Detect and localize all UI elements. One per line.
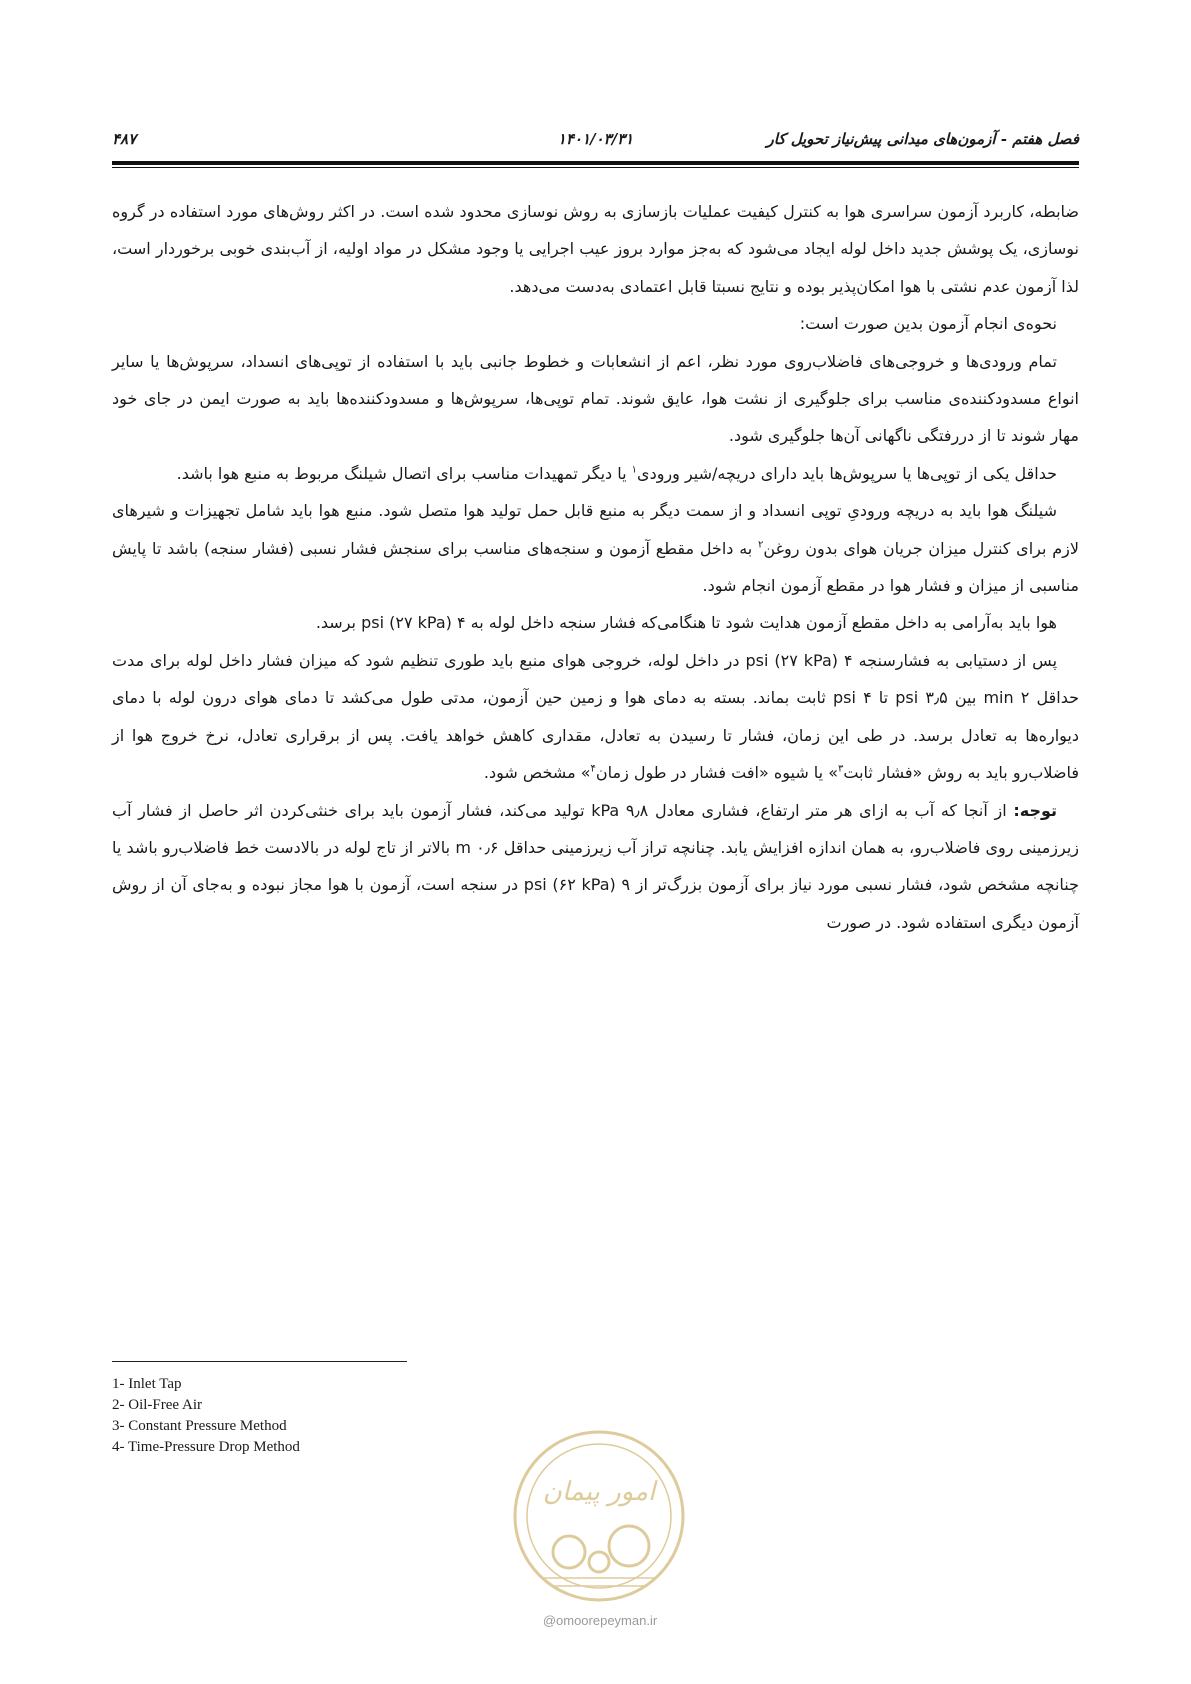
footnote-separator xyxy=(112,1361,407,1362)
text-run: » یا شیوه «افت فشار در طول زمان xyxy=(595,763,839,783)
page-number: ۴۸۷ xyxy=(112,130,137,148)
paragraph xyxy=(112,455,1079,492)
text-run: یا دیگر تمهیدات مناسب برای اتصال شیلنگ مربوط به منبع هوا باشد. xyxy=(176,463,632,483)
text-run: » مشخص شود. xyxy=(483,763,591,783)
paragraph: هوا باید به‌آرامی به داخل مقطع آزمون هدایت شود تا هنگامی‌که فشار سنجه داخل لوله به ۴ psi (۲۷ kPa) برسد. xyxy=(315,613,1057,633)
watermark-seal-icon xyxy=(511,1428,687,1604)
footnote-ref: ۱ xyxy=(631,464,638,476)
footnote-ref: ۴ xyxy=(590,763,596,775)
text-run: به داخل مقطع آزمون و سنجه‌های مناسب برای سنجش فشار نسبی (فشار سنجه) باشد تا پایش مناسبی از میزان و فشار هوا در مقطع آزمون انجام شود. xyxy=(112,538,1079,596)
text-run: پس از دستیابی به فشارسنجه ۴ psi (۲۷ kPa) در داخل لوله، خروجی هوای منبع باید طوری تنظیم شود که میزان فشار داخل لوله برای مدت حداقل ۲ min بین ۳٫۵ psi تا ۴ psi ثابت بماند. بسته به دمای هوا و زمین حین آزمون، مدتی طول می‌کشد تا دمای هوای درون لوله با دمای دیواره‌ها به تعادل برسد. در طی این زمان، فشار تا رسیدن به تعادل، مقداری کاهش خواهد یافت. پس از برقراری تعادل، نرخ خروج هوا از فاضلاب‌رو باید به روش «فشار ثابت xyxy=(112,650,1080,783)
paragraph: نحوه‌ی انجام آزمون بدین صورت است: xyxy=(799,314,1057,334)
text-run: از آنجا که آب به ازای هر متر ارتفاع، فشاری معادل ۹٫۸ kPa تولید می‌کند، فشار آزمون باید برای خنثی‌کردن اثر حاصل از فشار آب زیرزمینی روی فاضلاب‌رو، به همان اندازه افزایش یابد. چنانچه تراز آب زیرزمینی حداقل ۰٫۶ m بالاتر از تاج لوله در بالادست خط فاضلاب‌رو باشد یا چنانچه مشخص شود، فشار نسبی مورد نیاز برای آزمون بزرگ‌تر از ۹ psi (۶۲ kPa) در سنجه است، آزمون با هوا مجاز نبوده و به‌جای آن از روش آزمون دیگری استفاده شود. در صورت xyxy=(112,800,1080,932)
main-text xyxy=(112,193,1079,941)
paragraph xyxy=(112,792,1079,942)
footnote-ref: ۲ xyxy=(758,539,764,551)
note-label: توجه: xyxy=(1013,800,1058,820)
footnote: 4- Time-Pressure Drop Method xyxy=(112,1439,300,1455)
footnotes xyxy=(112,1374,300,1458)
footnote: 1- Inlet Tap xyxy=(112,1376,182,1392)
text-run: حداقل یکی از توپی‌ها یا سرپوش‌ها باید دارای دریچه/شیر ورودی xyxy=(637,463,1057,483)
footnote: 3- Constant Pressure Method xyxy=(112,1418,287,1434)
footnote: 2- Oil-Free Air xyxy=(112,1397,202,1413)
chapter-title: فصل هفتم - آزمون‌های میدانی پیش‌نیاز تحویل کار xyxy=(766,130,1079,148)
paragraph xyxy=(112,642,1079,792)
header-rule-thin xyxy=(112,167,1079,168)
footnote-ref: ۳ xyxy=(838,763,844,775)
page-header xyxy=(112,126,1079,152)
paragraph xyxy=(112,492,1079,604)
paragraph: تمام ورودی‌ها و خروجی‌های فاضلاب‌روی مورد نظر، اعم از انشعابات و خطوط جانبی باید با استفاده از توپی‌های انسداد، سرپوش‌ها یا سایر انواع مسدودکننده‌ی مناسب برای جلوگیری از نشت هوا، عایق شوند. تمام توپی‌ها، سرپوش‌ها و مسدودکننده‌ها باید به صورت ایمن در جای خود مهار شوند تا از دررفتگی ناگهانی آن‌ها جلوگیری شود. xyxy=(112,351,1079,446)
paragraph: ضابطه، کاربرد آزمون سراسری هوا به کنترل کیفیت عملیات بازسازی به روش نوسازی محدود شده است. در اکثر روش‌های مورد استفاده در گروه نوسازی، یک پوشش جدید داخل لوله ایجاد می‌شود که به‌جز موارد بروز عیب اجرایی یا وجود مشکل در مواد اولیه، از آب‌بندی خوبی برخوردار است، لذا آزمون عدم نشتی با هوا امکان‌پذیر بوده و نتایج نسبتا قابل اعتمادی به‌دست می‌دهد. xyxy=(112,202,1079,296)
watermark-logo-text: امور پیمان xyxy=(542,1477,656,1507)
header-rule-thick xyxy=(112,161,1079,165)
header-date: ۱۴۰۱/۰۳/۳۱ xyxy=(557,130,634,148)
watermark-site: @omoorepeyman.ir xyxy=(542,1613,658,1628)
text-run: شیلنگ هوا باید به دریچه ورودیِ توپی انسداد و از سمت دیگر به منبع قابل حمل تولید هوا متصل شود. منبع هوا باید شامل تجهیزات و شیرهای لازم برای کنترل میزان جریان هوای بدون روغن xyxy=(112,501,1079,558)
